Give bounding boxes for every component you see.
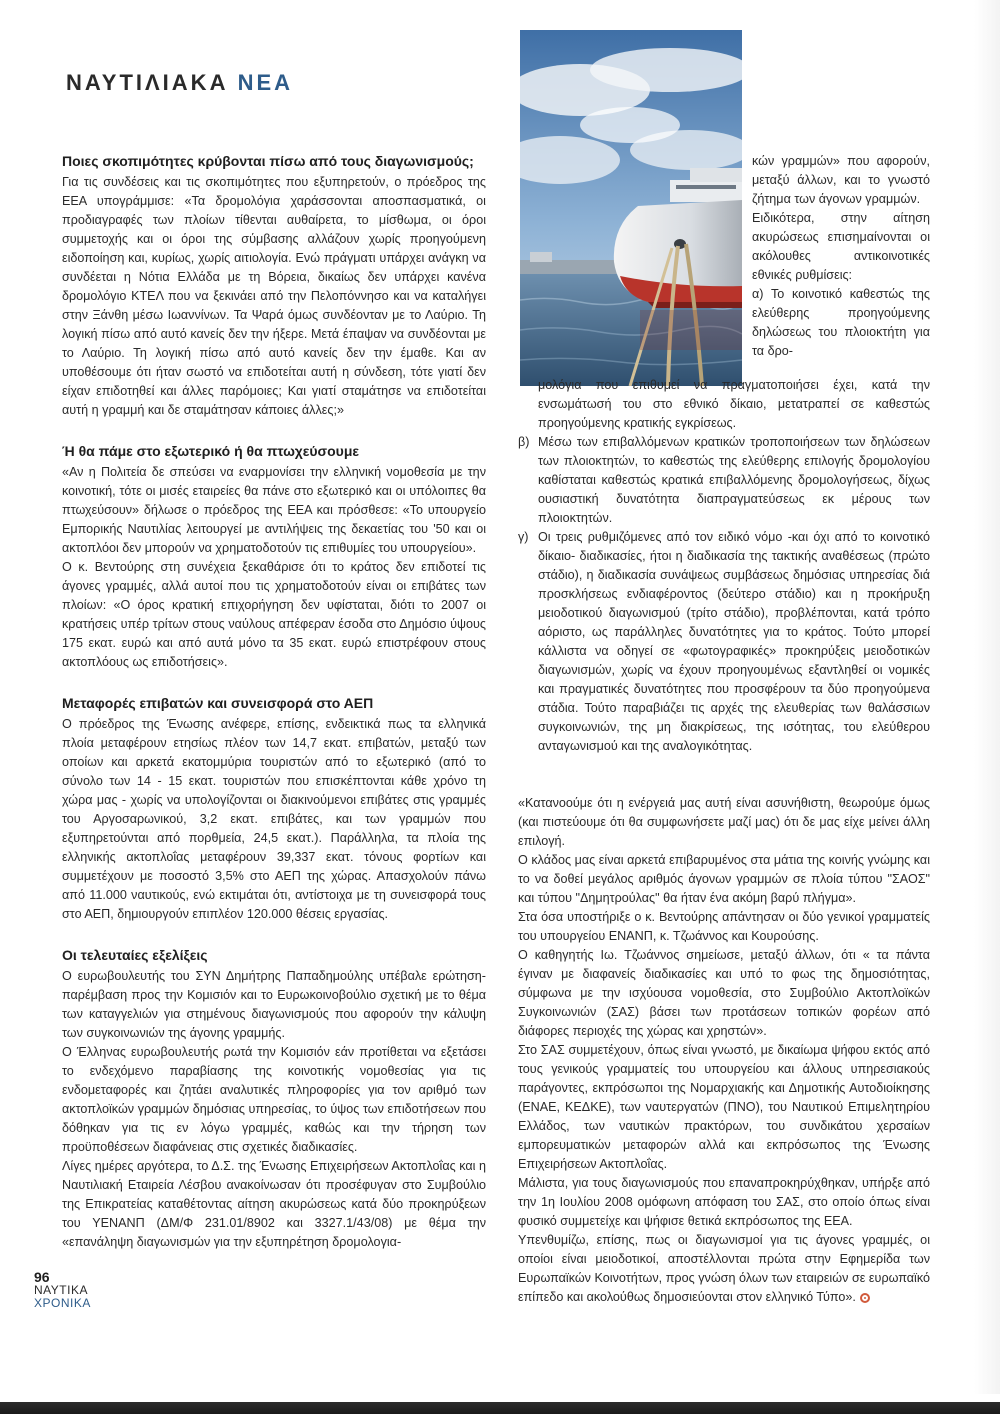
list-marker: β) — [518, 435, 530, 449]
left-column — [62, 152, 486, 1252]
magazine-name-line1: ΝΑΥΤΙΚΑ — [34, 1283, 88, 1297]
paragraph-final: Υπενθυμίζω, επίσης, πως οι διαγωνισμοί για τις άγονες γραμμές, οι οποίοι είναι μειοδοτικοί, αποστέλλονται πρώτα στην Εφημερίδα των Ευρωπαϊκών Κοινοτήτων, προς γνώση όλων των εταιρειών σε ευρωπαϊκό επίπεδο και ακολούθως δημοσιεύονται στον ελληνικό Τύπο». — [518, 1233, 930, 1304]
paragraph: Ο κ. Βεντούρης στη συνέχεια ξεκαθάρισε ότι το κράτος δεν επιδοτεί τις άγονες γραμμές, αλλά αυτοί που τις χρηματοδοτούν είναι οι επιβάτες των πλοίων: «Ο όρος κρατική επιχορήγηση δεν υφίσταται, διότι το 2007 οι κρατήσεις υπέρ τρίτων στους ναύλους απέφεραν έσοδα στο Δημόσιο ύψους 175 εκατ. ευρώ και από αυτά μόνο τα 35 εκατ. ευρώ επιστρέφουν στους ακτοπλόους ως επιδοτήσεις». — [62, 560, 486, 669]
section-header — [66, 70, 293, 96]
right-column — [518, 376, 930, 1307]
section-header-word2: ΝΕΑ — [237, 70, 294, 95]
folio — [34, 1271, 91, 1310]
paragraph: Ο πρόεδρος της Ένωσης ανέφερε, επίσης, ενδεικτικά πως τα ελληνικά πλοία μεταφέρουν ετησίως πλέον των 14,7 εκατ. επιβατών, μεταξύ των οποίων και αρκετά εκατομμύρια τουριστών από το εξωτερικό (από το σύνολο των 14 - 15 εκατ. τουριστών που επισκέπτονται κάθε χρόνο τη χώρα μας - χωρίς να υπολογίζονται οι διακινούμενοι επιβάτες στις γραμμές του Αργοσαρωνικού, 3,2 εκατ. επιβάτες, και των γραμμών που εξυπηρετούνται από πορθμεία, 24,5 εκατ.). Παράλληλα, τα πλοία της ελληνικής ακτοπλοΐας μεταφέρουν 39,337 εκατ. τόνους φορτίων και συμμετέχουν με ποσοστό 3,5% στο ΑΕΠ της χώρας. Απασχολούν πάνω από 11.000 ναυτικούς, ενώ εκτιμάται ότι, αντίστοιχα με τη συνεισφορά τους στο ΑΕΠ, δημιουργούν επιπλέον 120.000 θέσεις εργασίας. — [62, 717, 486, 921]
page-number: 96 — [34, 1269, 50, 1285]
paragraph: Ο Έλληνας ευρωβουλευτής ρωτά την Κομισιόν εάν προτίθεται να εξετάσει το ενδεχόμενο παραβίασης της κοινοτικής νομοθεσίας για τις ενδομεταφορές και ζητάει αναλυτικές πληροφορίες για τον αριθμό των ακτοπλοϊκών γραμμών δημόσιας υπηρεσίας, το ύψος των επιδοτήσεων που δόθηκαν για τις εν λόγω γραμμές, καθώς και την τήρηση των προϋποθέσεων διαφάνειας στις σχετικές διαδικασίες. — [62, 1045, 486, 1154]
paragraph: «Αν η Πολιτεία δε σπεύσει να εναρμονίσει την ελληνική νομοθεσία με την κοινοτική, τότε οι μισές εταιρείες θα πάνε στο εξωτερικό και οι υπόλοιπες θα πτωχεύσουν» δήλωσε ο πρόεδρος της ΕΕΑ και πρόσθεσε: «Το υπουργείο Εμπορικής Ναυτιλίας λειτουργεί με αντιλήψεις της δεκαετίας του '50 και οι ακτοπλόοι δεν μπορούν να χρηματοδοτούν τις επιθυμίες του υπουργείου». — [62, 465, 486, 555]
page-edge-bottom — [0, 1394, 1000, 1414]
paragraph: Ο καθηγητής Ιω. Τζωάννος σημείωσε, μεταξύ άλλων, ότι « τα πάντα έγιναν με διαφανείς διαδικασίες και υπό το φως της δημοσιότητας, σύμφωνα με την ισχύουσα νομοθεσία, στο Συμβούλιο Ακτοπλοϊκών Συγκοινωνιών (ΣΑΣ) βάσει των προτάσεων τοπικών φορέων από διάφορες περιοχές της χώρας και χρηστών». — [518, 948, 930, 1038]
list-item-gamma: γ) Οι τρεις ρυθμιζόμενες από τον ειδικό νόμο -και όχι από το κοινοτικό δίκαιο- διαδικασίες, ήτοι η διαδικασία της τακτικής αναθέσεως (πρώτο στάδιο), η διαδικασία συνάψεως συμβάσεως δημόσιας υπηρεσίας διά προσκλήσεως ενδιαφέροντος (δεύτερο στάδιο) και η προκήρυξη μειοδοτικού διαγωνισμού (τρίτο στάδιο), προβλέπονται, κατά τρόπο αόριστο, ως παράλληλες δυνατότητες για το κράτος. Τούτο μπορεί κάλλιστα να οδηγεί σε «φωτογραφικές» προκηρύξεις μειοδοτικών διαγωνισμών, χωρίς να έχουν προηγουμένως εξαντληθεί οι νομικές και πραγματικές δυνατότητες που προσφέρουν τα δύο προηγούμενα στάδια. Τούτο παραβιάζει τις αρχές της ελευθερίας των θαλάσσιων συγκοινωνιών, της μη διακρίσεως, της ισότητας, του ελεύθερου ανταγωνισμού και της αναλογικότητας. — [518, 530, 930, 753]
heading-latest-developments: Οι τελευταίες εξελίξεις — [62, 947, 208, 963]
paragraph: Μάλιστα, για τους διαγωνισμούς που επαναπροκηρύχθηκαν, υπήρξε από την 1η Ιουλίου 2008 ομόφωνη απόφαση του ΣΑΣ, στο οποίο όπως είναι φυσικό συμμετείχε και ψήφισε θετικά εκπρόσωπος της ΕΕΑ. — [518, 1176, 930, 1228]
heading-hidden-agendas: Ποιες σκοπιμότητες κρύβονται πίσω από τους διαγωνισμούς; — [62, 153, 474, 169]
paragraph: Στα όσα υποστήριξε ο κ. Βεντούρης απάντησαν οι δύο γενικοί γραμματείς του υπουργείου ΕΝΑΝΠ, κ. Τζωάννος και Κουρούσης. — [518, 910, 930, 943]
end-of-article-icon — [860, 1293, 870, 1303]
paragraph: Για τις συνδέσεις και τις σκοπιμότητες που εξυπηρετούν, ο πρόεδρος της ΕΕΑ υπογράμμισε: «Τα δρομολόγια χαράσσονται αποσπασματικά, οι προδιαγραφές των πλοίων τίθενται αυθαίρετα, το μίσθωμα, οι όροι συμμετοχής και οι όροι της σύμβασης αλλάζουν χωρίς προηγούμενη ειδοποίηση και, κυρίως, χωρίς αιτιολογία. Ενώ πράγματι υπάρχει ανάγκη να συνδέεται η Νότια Ελλάδα με τη Βόρεια, δικαίως δεν υπάρχει κανένα δρομολόγιο ΚΤΕΛ που να ξεκινάει από την Πελοπόννησο και να καταλήγει στην Ξάνθη μέσω Ιωαννίνων. Τα Ψαρά όμως συνδέονταν με το Λαύριο. Τη λογική πίσω από αυτό κανείς δεν την ήξερε. Μετά έπαψαν να συνδέονται με το Λαύριο. Τη λογική πίσω από αυτό κανείς δεν την έμαθε. Και αν υποθέσουμε ότι ήταν σωστό να επιδοτείται αυτή η σύνδεση, τότε γιατί δεν είχαν επιδοτηθεί και άλλες παρόμοιες; Και γιατί σταμάτησε να επιδοτείται αυτή η γραμμή και δε σταμάτησαν κάποιες άλλες;» — [62, 175, 486, 417]
page-edge-shadow — [974, 0, 1000, 1414]
paragraph: Ο ευρωβουλευτής του ΣΥΝ Δημήτρης Παπαδημούλης υπέβαλε ερώτηση-παρέμβαση προς την Κομισιόν και το Ευρωκοινοβούλιο σχετική με το θέμα των καταγγελιών για στημένους διαγωνισμούς που αφορούν την κάλυψη των συγκοινωνιών της άγονης γραμμής. — [62, 969, 486, 1040]
right-narrow-column — [752, 152, 930, 361]
magazine-name-line2: ΧΡΟΝΙΚΑ — [34, 1296, 91, 1310]
paragraph: Λίγες ημέρες αργότερα, το Δ.Σ. της Ένωσης Επιχειρήσεων Ακτοπλοΐας και η Ναυτιλιακή Εταιρεία Λέσβου ανακοίνωσαν ότι προσέφυγαν στο Συμβούλιο της Επικρατείας καταθέτοντας αίτηση ακυρώσεως κατά δύο προκηρύξεων του ΥΕΝΑΝΠ (ΔΜ/Φ 231.01/8902 και 3327.1/43/08) με θέμα την «επανάληψη διαγωνισμών για την εξυπηρέτηση δρομολογια- — [62, 1159, 486, 1249]
paragraph: Στο ΣΑΣ συμμετέχουν, όπως είναι γνωστό, με δικαίωμα ψήφου εκτός από τους γενικούς γραμματείς του υπουργείου και άλλους υπηρεσιακούς παράγοντες, εκπρόσωποι της Νομαρχιακής και Δημοτικής Αυτοδιοίκησης (ΕΝΑΕ, ΚΕΔΚΕ), των ναυτεργατών (ΠΝΟ), του Ναυτικού Επιμελητηρίου Ελλάδος, των ναυτικών πρακτόρων, του συνδικάτου χερσαίων εμπορευματικών μεταφορών αλλά και εκπρόσωπος της Ένωσης Επιχειρήσεων Ακτοπλοΐας. — [518, 1043, 930, 1171]
list-marker: γ) — [518, 530, 529, 544]
paragraph: α) Το κοινοτικό καθεστώς της ελεύθερης προηγούμενης δηλώσεως του πλοιοκτήτη για τα δρο- — [752, 287, 930, 358]
paragraph: Ο κλάδος μας είναι αρκετά επιβαρυμένος στα μάτια της κοινής γνώμης και το να δοθεί μεγάλος αριθμός άγονων γραμμών σε πλοία τύπου "ΣΑΟΣ" και τύπου "Δημητρούλας" θα ήταν ένα ακόμη βαρύ πλήγμα». — [518, 853, 930, 905]
list-item-alpha-continued: μολόγια που επιθυμεί να πραγματοποιήσει έχει, κατά την ενσωμάτωσή του στο εθνικό δίκαιο, μετατραπεί σε καθεστώς προηγούμενης κρατικής εγκρίσεως. — [538, 378, 930, 430]
paragraph: κών γραμμών» που αφορούν, μεταξύ άλλων, και το γνωστό ζήτημα των άγονων γραμμών. — [752, 154, 930, 206]
paragraph: «Κατανοούμε ότι η ενέργειά μας αυτή είναι ασυνήθιστη, θεωρούμε όμως (και πιστεύουμε ότι θα συμφωνήσετε μαζί μας) ότι δε μας είχε μείνει άλλη επιλογή. — [518, 796, 930, 848]
section-header-word1: ΝΑΥΤΙΛΙΑΚΑ — [66, 70, 229, 95]
ship-bow-photo — [520, 30, 742, 386]
paragraph: Ειδικότερα, στην αίτηση ακυρώσεως επισημαίνονται οι ακόλουθες αντικοινοτικές εθνικές ρυθμίσεις: — [752, 211, 930, 282]
heading-abroad-or-bankrupt: Ή θα πάμε στο εξωτερικό ή θα πτωχεύσουμε — [62, 443, 360, 459]
heading-passenger-transport: Μεταφορές επιβατών και συνεισφορά στο ΑΕΠ — [62, 695, 374, 711]
list-item-beta: β) Μέσω των επιβαλλόμενων κρατικών τροποποιήσεων των δηλώσεων των πλοιοκτητών, το καθεστώς της ελεύθερης επιλογής δρομολογίου καθίσταται καθεστώς κρατικά επιβαλλόμενης δρομολογήσεως, δίχως ουσιαστική δυνατότητα διαπραγματεύσεως εκ μέρους των πλοιοκτητών. — [518, 435, 930, 525]
